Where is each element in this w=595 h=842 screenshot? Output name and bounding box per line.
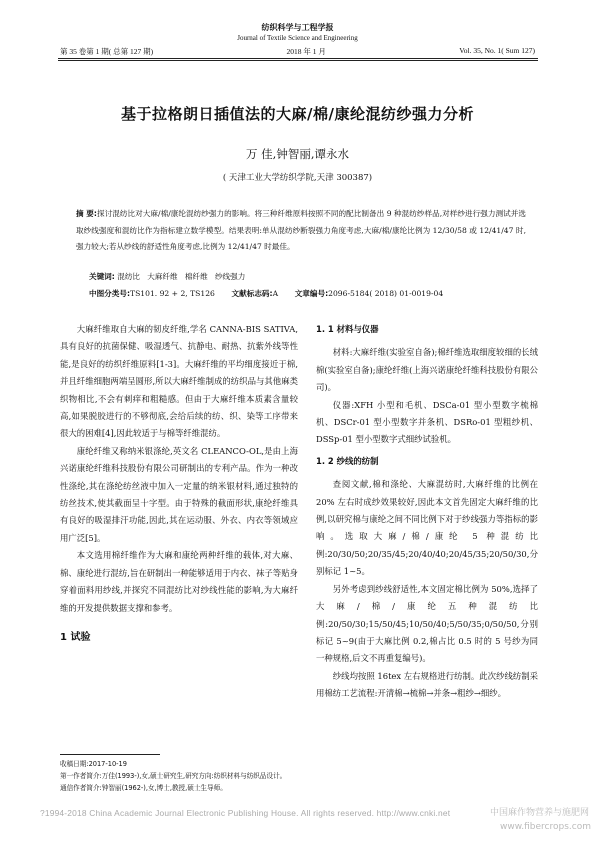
abstract xyxy=(76,206,526,256)
section-heading: 1. 2 纱线的纺制 xyxy=(316,455,379,466)
keywords-label: 关键词: xyxy=(89,272,115,281)
footnotes xyxy=(60,758,360,794)
keyword: 纱线强力 xyxy=(214,272,246,281)
body-paragraph: 查阅文献,棉和涤纶、大麻混纺时,大麻纤维的比例在 20% 左右时成纱效果较好,因此本文首先固定大麻纤维的比例,以研究棉与康纶之间不同比例下对于纱线强力等指标的影响。选取大麻/棉/康纶 5 种混纺比例:20/30/50;20/35/45;20/40/40;20/45/35;20/50/30,分别标记 1~5。 xyxy=(316,479,538,577)
body-paragraph: 纱线均按照 16tex 左右规格进行纺制。此次纱线纺制采用棉纺工艺流程:开清棉→梳棉→并条→粗纱→细纱。 xyxy=(316,670,538,699)
authors: 万 佳,钟智丽,谭永水 xyxy=(246,147,349,161)
issue-date: 2018 年 1 月 xyxy=(286,47,326,56)
body-paragraph: 大麻纤维取自大麻的韧皮纤维,学名 CANNA-BIS SATIVA,具有良好的抗菌保健、吸湿透气、抗静电、耐热、抗紫外线等性能,是良好的纺织纤维原料[1-3]。大麻纤维的平均细度接近于棉,并且纤维细胞两端呈圆形,所以大麻纤维制成的纺织品与其他麻类织物相比,不会有刺痒和粗糙感。但由于大麻纤维本质素含量较高,如果脱胶进行的不够彻底,会给后续的纺、织、染等工序带来很大的困难[4],因此较适于与棉等纤维混纺。 xyxy=(60,324,298,439)
section-heading: 1. 1 材料与仪器 xyxy=(316,324,379,334)
paper-title: 基于拉格朗日插值法的大麻/棉/康纶混纺纱强力分析 xyxy=(121,105,474,123)
watermark-text: 中国麻作物营养与施肥网 xyxy=(490,808,590,818)
abstract-label: 摘 要: xyxy=(76,209,97,218)
affiliation: ( 天津工业大学纺织学院,天津 300387) xyxy=(222,173,373,183)
journal-title-en: Journal of Textile Science and Engineering xyxy=(237,34,358,42)
footnote-first-author: 第一作者简介:万佳(1993-),女,硕士研究生,研究方向:纺织材料与纺织品设计。 xyxy=(60,772,287,780)
watermark-url: www.fibercrops.com xyxy=(500,822,591,832)
header-rule xyxy=(58,58,538,59)
classification-line xyxy=(89,288,457,299)
body-paragraph: 仪器:XFH 小型和毛机、DSCa-01 型小型数字梳棉机、DSCr-01 型小型数字并条机、DSRo-01 型粗纱机、DSSp-01 型小型数字式细纱试验机。 xyxy=(316,399,538,445)
keywords xyxy=(89,271,245,282)
body-paragraph: 材料:大麻纤维(实验室自备);棉纤维选取细度较细的长绒棉(实验室自备);康纶纤维(上海兴诺康纶纤维科技股份有限公司)。 xyxy=(316,347,538,393)
abstract-text: 探讨混纺比对大麻/棉/康纶混纺纱强力的影响。将三种纤维原料按照不同的配比制备出 9 种混纺纱样品,对样纱进行强力测试并选取纱线强度和混纺比作为指标建立数学模型。结果表明:单从混纺纱断裂强力角度考虑,大麻/棉/康纶比例为 12/30/58 或 12/41/47 时,强力较大;若从纱线的舒适性角度考虑,比例为 12/41/47 时最佳。 xyxy=(76,209,526,251)
body-paragraph: 另外考虑到纱线舒适性,本文固定棉比例为 50%,选择了大麻/棉/康纶五种混纺比例:20/50/30;15/50/45;10/50/40;5/50/35;0/50/50,分别标记 5~9(由于大麻比例 0.2,棉占比 0.5 时的 5 号纱为同一种规格,后文不再重复编号)。 xyxy=(316,583,538,664)
journal-title-cn: 纺织科学与工程学报 xyxy=(261,22,334,32)
issue-line xyxy=(60,46,535,57)
copyright-line: ?1994-2018 China Academic Journal Electronic Publishing House. All rights reserved. http://www.cnki.net xyxy=(40,808,451,818)
article-label: 文章编号: xyxy=(294,289,329,298)
keyword: 棉纤维 xyxy=(184,272,208,281)
article-value: 2096-5184( 2018) 01-0019-04 xyxy=(328,289,444,298)
issue-cn: 第 35 卷第 1 期( 总第 127 期) xyxy=(60,47,154,56)
footnote-rule xyxy=(60,754,160,755)
body-paragraph: 本文选用棉纤维作为大麻和康纶两种纤维的载体,对大麻、棉、康纶进行混纺,旨在研制出一种能够适用于内衣、袜子等贴身穿着面料用纱线,并探究不同混纺比对纱线性能的影响,为大麻纤维的开发提供数据支撑和参考。 xyxy=(60,550,298,613)
keyword: 混纺比 xyxy=(117,272,141,281)
right-column xyxy=(316,321,538,703)
left-column xyxy=(60,321,298,652)
section-heading: 1 试验 xyxy=(60,631,91,643)
footnote-received: 收稿日期:2017-10-19 xyxy=(60,760,127,768)
issue-en: Vol. 35, No. 1( Sum 127) xyxy=(459,46,535,55)
clc-value: TS101. 92 + 2, TS126 xyxy=(130,289,215,298)
doc-label: 文献标志码: xyxy=(231,289,273,298)
clc-label: 中图分类号: xyxy=(89,289,131,298)
doc-value: A xyxy=(272,289,279,298)
keyword: 大麻纤维 xyxy=(147,272,178,281)
footnote-corresponding: 通信作者简介:钟智丽(1962-),女,博士,教授,硕士生导师。 xyxy=(60,784,227,792)
header-rule-2 xyxy=(58,60,538,61)
body-paragraph: 康纶纤维又称纳米银涤纶,英文名 CLEANCO-OL,是由上海兴诺康纶纤维科技股份有限公司研制出的专利产品。作为一种改性涤纶,其在涤纶纺丝液中加入一定量的纳米银材料,通过独特的纺丝技术,使其截面呈十字型。由于特殊的截面形状,康纶纤维具有良好的吸湿排汗功能,因此,其在运动服、外衣、内衣等领域应用广泛[5]。 xyxy=(60,445,298,543)
